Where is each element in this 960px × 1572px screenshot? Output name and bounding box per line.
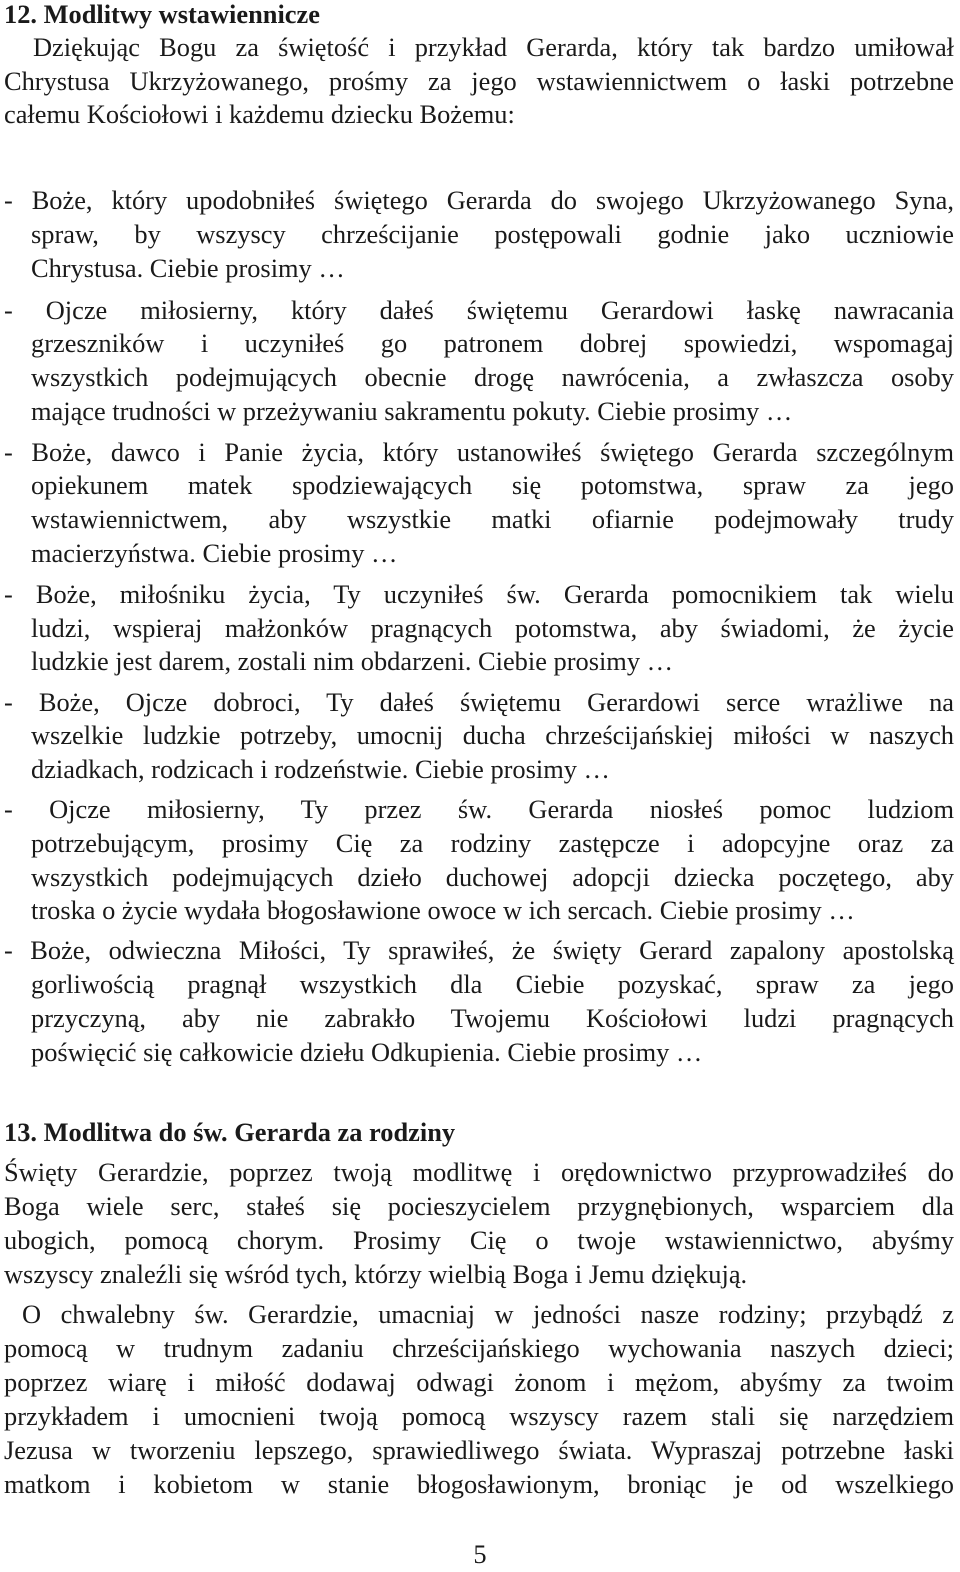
section-13-heading: 13. Modlitwa do św. Gerarda za rodziny	[4, 1117, 456, 1147]
paragraph-line: ubogich, pomocą chorym. Prosimy Cię o twoje wstawiennictwo, abyśmy	[4, 1225, 954, 1255]
petition-line: poświęcić się całkowicie dziełu Odkupienia. Ciebie prosimy …	[31, 1037, 703, 1067]
petition-line: wszystkich podejmujących dzieło duchowej adopcji dziecka poczętego, aby	[31, 862, 954, 892]
petition-line: grzeszników i uczyniłeś go patronem dobrej spowiedzi, wspomagaj	[31, 328, 954, 358]
intro-line: Dziękując Bogu za świętość i przykład Gerarda, który tak bardzo umiłował	[33, 32, 954, 62]
petition-line: - Ojcze miłosierny, Ty przez św. Gerarda niosłeś pomoc ludziom	[4, 794, 954, 824]
petition-line: ludzi, wspieraj małżonków pragnących potomstwa, aby świadomi, że życie	[31, 613, 954, 643]
paragraph-line: pomocą w trudnym zadaniu chrześcijańskiego wychowania naszych dzieci;	[4, 1333, 954, 1363]
paragraph-line: O chwalebny św. Gerardzie, umacniaj w jedności nasze rodziny; przybądź z	[22, 1299, 954, 1329]
petition-line: potrzebującym, prosimy Cię za rodziny zastępcze i adopcyjne oraz za	[31, 828, 954, 858]
petition-line: - Boże, Ojcze dobroci, Ty dałeś świętemu Gerardowi serce wrażliwe na	[4, 687, 954, 717]
petition-line: mające trudności w przeżywaniu sakramentu pokuty. Ciebie prosimy …	[31, 396, 793, 426]
petition-line: opiekunem matek spodziewających się potomstwa, spraw za jego	[31, 470, 954, 500]
petition-line: wszystkich podejmujących obecnie drogę nawrócenia, a zwłaszcza osoby	[31, 362, 954, 392]
petition-line: gorliwością pragnął wszystkich dla Ciebie pozyskać, spraw za jego	[31, 969, 954, 999]
petition-line: troska o życie wydała błogosławione owoce w ich sercach. Ciebie prosimy …	[31, 895, 855, 925]
paragraph-line: Święty Gerardzie, poprzez twoją modlitwę i orędownictwo przyprowadziłeś do	[4, 1157, 954, 1187]
petition-line: Chrystusa. Ciebie prosimy …	[31, 253, 345, 283]
paragraph-line: poprzez wiarę i miłość dodawaj odwagi żonom i mężom, abyśmy za twoim	[4, 1367, 954, 1397]
petition-line: - Boże, odwieczna Miłości, Ty sprawiłeś, że święty Gerard zapalony apostolską	[4, 935, 954, 965]
page-number: 5	[473, 1539, 487, 1569]
intro-line: całemu Kościołowi i każdemu dziecku Bożemu:	[4, 99, 515, 129]
petition-line: dziadkach, rodzicach i rodzeństwie. Ciebie prosimy …	[31, 754, 610, 784]
petition-line: wstawiennictwem, aby wszystkie matki ofiarnie podejmowały trudy	[31, 504, 954, 534]
petition-line: przyczyną, aby nie zabrakło Twojemu Kościołowi ludzi pragnących	[31, 1003, 954, 1033]
petition-line: macierzyństwa. Ciebie prosimy …	[31, 538, 398, 568]
petition-line: ludzkie jest darem, zostali nim obdarzeni. Ciebie prosimy …	[31, 646, 674, 676]
paragraph-line: przykładem i umocnieni twoją pomocą wszyscy razem stali się narzędziem	[4, 1401, 954, 1431]
paragraph-line: Jezusa w tworzeniu lepszego, sprawiedliwego świata. Wypraszaj potrzebne łaski	[4, 1435, 954, 1465]
section-12-heading: 12. Modlitwy wstawiennicze	[4, 0, 320, 29]
petition-line: spraw, by wszyscy chrześcijanie postępowali godnie jako uczniowie	[31, 219, 954, 249]
paragraph-line: matkom i kobietom w stanie błogosławionym, broniąc je od wszelkiego	[4, 1469, 954, 1499]
petition-line: wszelkie ludzkie potrzeby, umocnij ducha chrześcijańskiej miłości w naszych	[31, 720, 954, 750]
petition-line: - Ojcze miłosierny, który dałeś świętemu Gerardowi łaskę nawracania	[4, 295, 954, 325]
paragraph-line: wszyscy znaleźli się wśród tych, którzy wielbią Boga i Jemu dziękują.	[4, 1259, 748, 1289]
petition-line: - Boże, dawco i Panie życia, który ustanowiłeś świętego Gerarda szczególnym	[4, 437, 954, 467]
paragraph-line: Boga wiele serc, stałeś się pocieszycielem przygnębionych, wsparciem dla	[4, 1191, 954, 1221]
petition-line: - Boże, który upodobniłeś świętego Gerarda do swojego Ukrzyżowanego Syna,	[4, 185, 954, 215]
intro-line: Chrystusa Ukrzyżowanego, prośmy za jego wstawiennictwem o łaski potrzebne	[4, 66, 954, 96]
petition-line: - Boże, miłośniku życia, Ty uczyniłeś św. Gerarda pomocnikiem tak wielu	[4, 579, 954, 609]
